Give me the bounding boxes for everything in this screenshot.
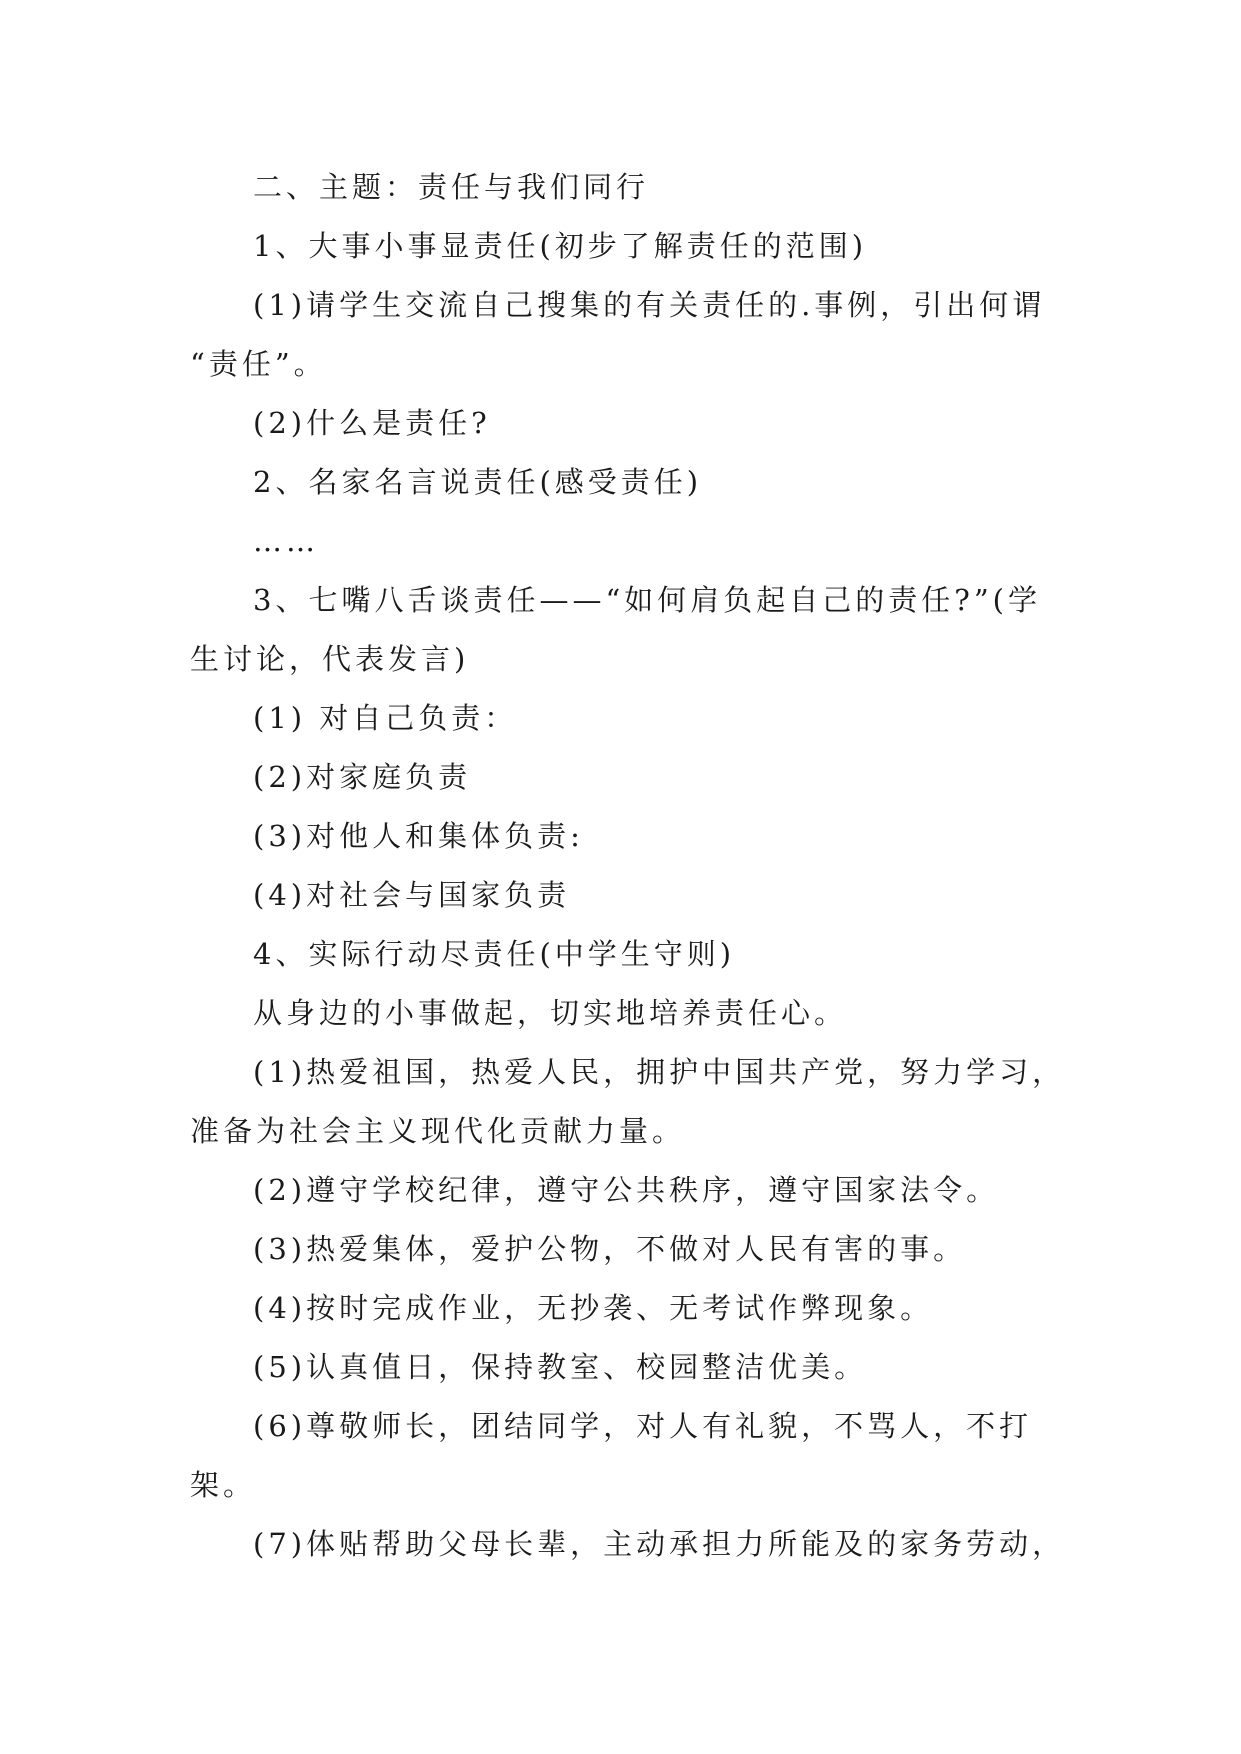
paragraph-line: (1)请学生交流自己搜集的有关责任的.事例，引出何谓 xyxy=(253,288,1046,322)
list-item: (2)遵守学校纪律，遵守公共秩序，遵守国家法令。 xyxy=(253,1173,1000,1207)
item-heading: 3、七嘴八舌谈责任——“如何肩负起自己的责任?”(学 xyxy=(253,583,1041,617)
list-item: (5)认真值日，保持教室、校园整洁优美。 xyxy=(253,1350,868,1384)
item-heading: 2、名家名言说责任(感受责任) xyxy=(253,465,703,499)
list-item: (3)对他人和集体负责: xyxy=(253,819,584,853)
list-item: (4)按时完成作业，无抄袭、无考试作弊现象。 xyxy=(253,1291,934,1325)
section-heading: 二、主题：责任与我们同行 xyxy=(253,170,650,204)
paragraph-line: 准备为社会主义现代化贡献力量。 xyxy=(190,1114,686,1148)
ellipsis-line: …… xyxy=(253,524,319,558)
list-item: (4)对社会与国家负责 xyxy=(253,878,571,912)
paragraph-line: “责任”。 xyxy=(190,347,327,381)
document-body xyxy=(190,158,1070,1574)
list-item: (1) 对自己负责： xyxy=(253,701,518,735)
list-item: (6)尊敬师长，团结同学，对人有礼貌，不骂人，不打 xyxy=(253,1409,1033,1443)
list-item: (1)热爱祖国，热爱人民，拥护中国共产党，努力学习， xyxy=(253,1055,1066,1089)
paragraph-line: 从身边的小事做起，切实地培养责任心。 xyxy=(253,996,848,1030)
list-item: (7)体贴帮助父母长辈，主动承担力所能及的家务劳动， xyxy=(253,1527,1066,1561)
list-item: (3)热爱集体，爱护公物，不做对人民有害的事。 xyxy=(253,1232,967,1266)
paragraph-line: 生讨论，代表发言) xyxy=(190,642,470,676)
item-heading: 1、大事小事显责任(初步了解责任的范围) xyxy=(253,229,868,263)
paragraph-line: (2)什么是责任? xyxy=(253,406,491,440)
list-item: (2)对家庭负责 xyxy=(253,760,472,794)
paragraph-line: 架。 xyxy=(190,1468,257,1502)
item-heading: 4、实际行动尽责任(中学生守则) xyxy=(253,937,736,971)
